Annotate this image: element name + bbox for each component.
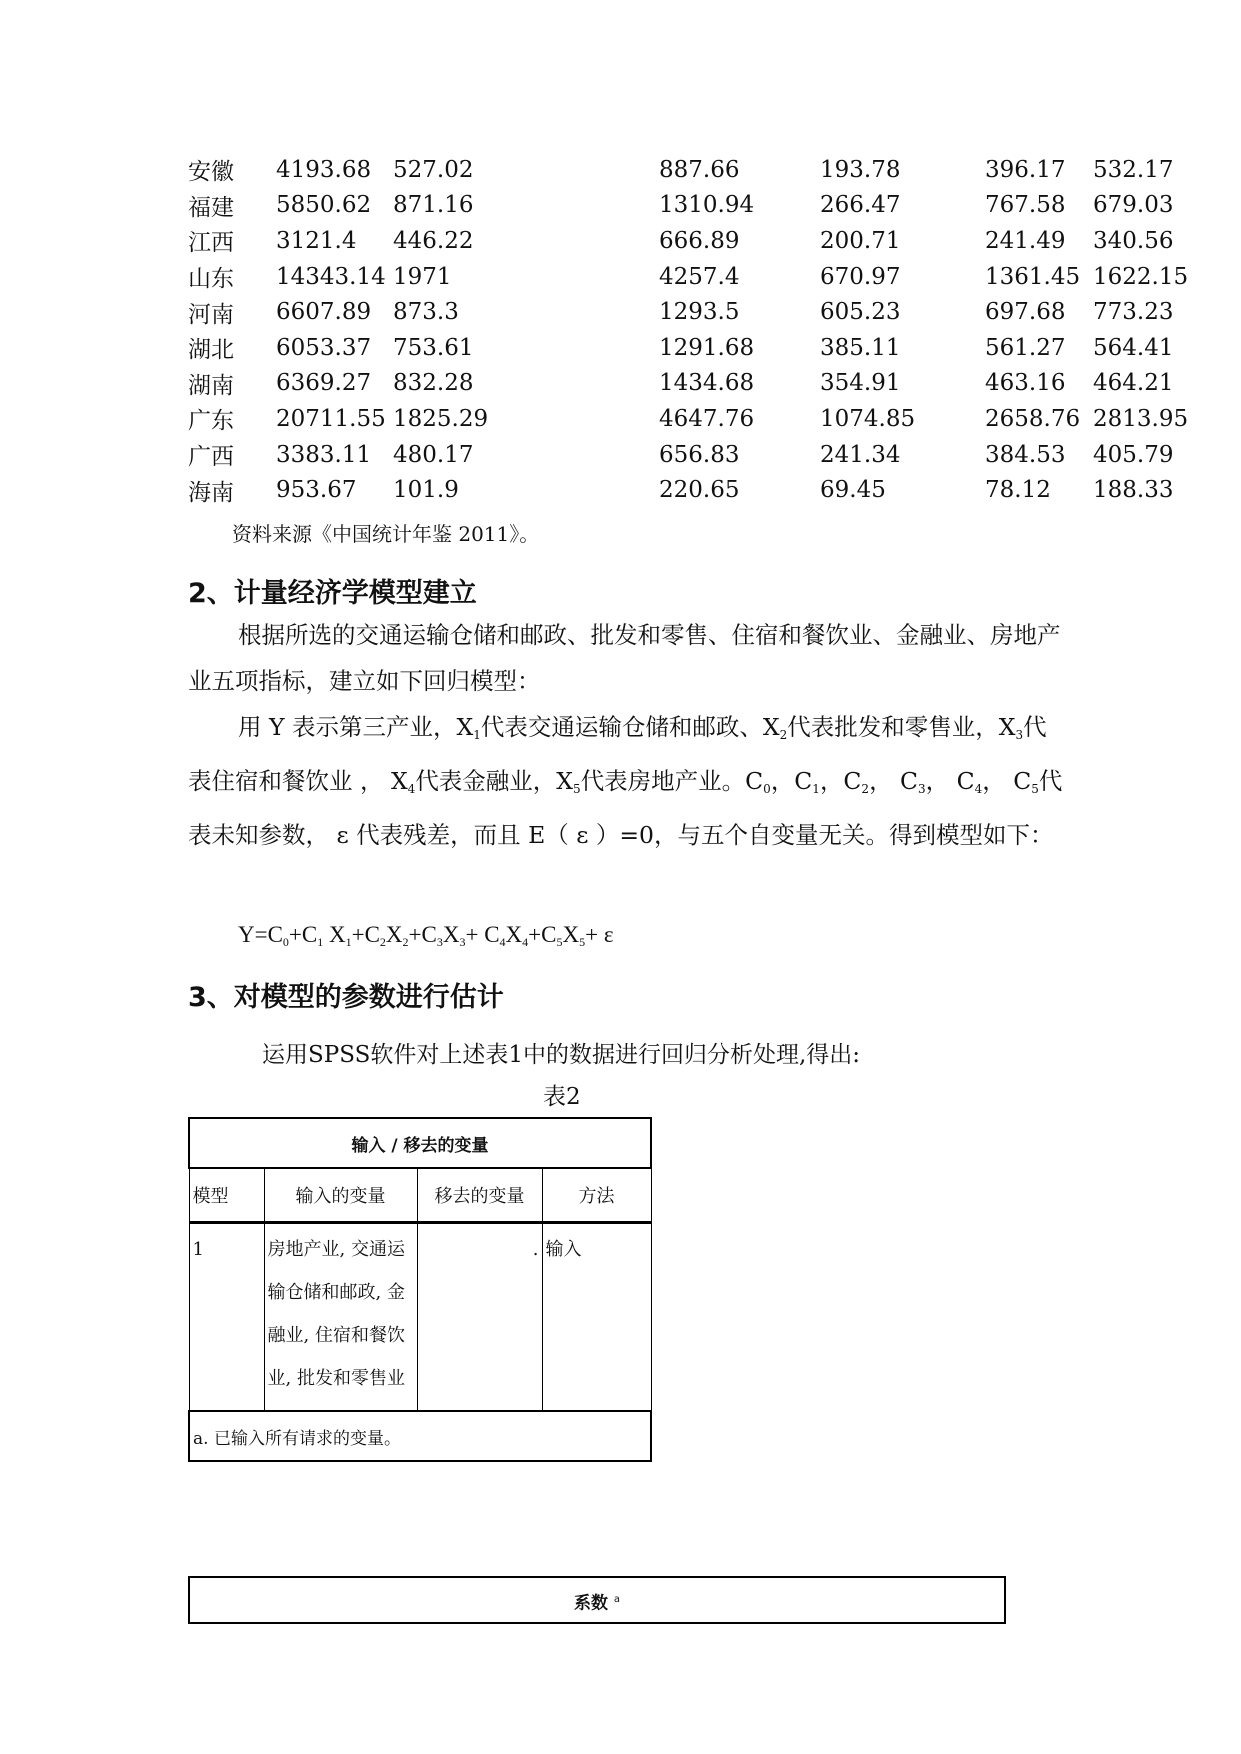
section-2-body bbox=[188, 612, 1068, 858]
cell-entered: 房地产业, 交通运输仓储和邮政, 金融业, 住宿和餐饮业, 批发和零售业 bbox=[264, 1223, 417, 1412]
value-cell: 1825.29 bbox=[393, 405, 489, 432]
value-cell: 101.9 bbox=[393, 477, 459, 504]
regression-formula: $Y=C_0+C_1$ $X_1+C_2X_2+C_3X_3+ C_4X_4+C_5X_5+ \varepsilon$ bbox=[238, 922, 614, 949]
value-cell: 871.16 bbox=[393, 192, 474, 219]
province-cell: 福建 bbox=[188, 194, 234, 221]
header-entered: 输入的变量 bbox=[264, 1168, 417, 1223]
header-removed: 移去的变量 bbox=[417, 1168, 542, 1223]
value-cell: 2658.76 bbox=[985, 405, 1081, 432]
province-data-table bbox=[188, 152, 1193, 508]
value-cell: 193.78 bbox=[820, 156, 901, 183]
province-cell: 江西 bbox=[188, 230, 234, 257]
province-cell: 湖北 bbox=[188, 337, 234, 364]
data-row bbox=[188, 188, 1193, 224]
value-cell: 2813.95 bbox=[1093, 405, 1189, 432]
value-cell: 6053.37 bbox=[276, 334, 372, 361]
value-cell: 385.11 bbox=[820, 334, 901, 361]
value-cell: 14343.14 bbox=[276, 263, 386, 290]
province-cell: 河南 bbox=[188, 301, 234, 328]
value-cell: 464.21 bbox=[1093, 370, 1174, 397]
data-row bbox=[188, 152, 1193, 188]
model-intro-paragraph: 根据所选的交通运输仓储和邮政、批发和零售、住宿和餐饮业、金融业、房地产业五项指标，建立如下回归模型： bbox=[188, 621, 1061, 695]
value-cell: 1622.15 bbox=[1093, 263, 1189, 290]
entered-removed-variables-table bbox=[188, 1117, 652, 1462]
spss-description: 运用SPSS软件对上述表1中的数据进行回归分析处理,得出: bbox=[262, 1042, 861, 1068]
value-cell: 670.97 bbox=[820, 263, 901, 290]
header-model: 模型 bbox=[189, 1168, 264, 1223]
section-3-heading: 3、对模型的参数进行估计 bbox=[188, 982, 504, 1013]
value-cell: 463.16 bbox=[985, 370, 1066, 397]
province-cell: 山东 bbox=[188, 266, 234, 293]
province-cell: 广东 bbox=[188, 408, 234, 435]
spss-table-title: 输入 / 移去的变量 bbox=[189, 1118, 651, 1168]
data-source-note: 资料来源《中国统计年鉴 2011》。 bbox=[232, 522, 540, 546]
data-row bbox=[188, 294, 1193, 330]
province-data-body bbox=[188, 152, 1193, 508]
cell-method: 输入 bbox=[542, 1223, 651, 1412]
value-cell: 1291.68 bbox=[659, 334, 755, 361]
value-cell: 697.68 bbox=[985, 299, 1066, 326]
value-cell: 656.83 bbox=[659, 441, 740, 468]
value-cell: 527.02 bbox=[393, 156, 474, 183]
value-cell: 396.17 bbox=[985, 156, 1066, 183]
value-cell: 1434.68 bbox=[659, 370, 755, 397]
coefficients-table-header: 系数 $^a$ bbox=[188, 1576, 1006, 1624]
value-cell: 1971 bbox=[393, 263, 452, 290]
data-row bbox=[188, 472, 1193, 508]
value-cell: 6369.27 bbox=[276, 370, 372, 397]
value-cell: 4647.76 bbox=[659, 405, 755, 432]
value-cell: 241.34 bbox=[820, 441, 901, 468]
cell-model: 1 bbox=[189, 1223, 264, 1412]
section-2-heading: 2、计量经济学模型建立 bbox=[188, 578, 477, 609]
value-cell: 480.17 bbox=[393, 441, 474, 468]
value-cell: 1310.94 bbox=[659, 192, 755, 219]
value-cell: 605.23 bbox=[820, 299, 901, 326]
value-cell: 266.47 bbox=[820, 192, 901, 219]
value-cell: 20711.55 bbox=[276, 405, 386, 432]
value-cell: 200.71 bbox=[820, 227, 901, 254]
value-cell: 564.41 bbox=[1093, 334, 1174, 361]
value-cell: 405.79 bbox=[1093, 441, 1174, 468]
value-cell: 753.61 bbox=[393, 334, 474, 361]
value-cell: 887.66 bbox=[659, 156, 740, 183]
value-cell: 532.17 bbox=[1093, 156, 1174, 183]
value-cell: 679.03 bbox=[1093, 192, 1174, 219]
value-cell: 561.27 bbox=[985, 334, 1066, 361]
value-cell: 832.28 bbox=[393, 370, 474, 397]
value-cell: 220.65 bbox=[659, 477, 740, 504]
data-row bbox=[188, 330, 1193, 366]
province-cell: 海南 bbox=[188, 479, 234, 506]
data-row bbox=[188, 259, 1193, 295]
value-cell: 188.33 bbox=[1093, 477, 1174, 504]
value-cell: 1074.85 bbox=[820, 405, 916, 432]
value-cell: 666.89 bbox=[659, 227, 740, 254]
value-cell: 6607.89 bbox=[276, 299, 372, 326]
table-2-caption: 表2 bbox=[543, 1084, 581, 1110]
value-cell: 340.56 bbox=[1093, 227, 1174, 254]
value-cell: 354.91 bbox=[820, 370, 901, 397]
value-cell: 767.58 bbox=[985, 192, 1066, 219]
province-cell: 湖南 bbox=[188, 372, 234, 399]
province-cell: 广西 bbox=[188, 444, 234, 471]
value-cell: 4257.4 bbox=[659, 263, 740, 290]
province-cell: 安徽 bbox=[188, 159, 234, 186]
data-row bbox=[188, 401, 1193, 437]
data-row bbox=[188, 366, 1193, 402]
value-cell: 78.12 bbox=[985, 477, 1051, 504]
cell-removed: . bbox=[417, 1223, 542, 1412]
value-cell: 1293.5 bbox=[659, 299, 740, 326]
value-cell: 384.53 bbox=[985, 441, 1066, 468]
spss-table-footnote: a. 已输入所有请求的变量。 bbox=[189, 1411, 651, 1461]
header-method: 方法 bbox=[542, 1168, 651, 1223]
value-cell: 1361.45 bbox=[985, 263, 1081, 290]
value-cell: 873.3 bbox=[393, 299, 459, 326]
value-cell: 446.22 bbox=[393, 227, 474, 254]
value-cell: 773.23 bbox=[1093, 299, 1174, 326]
value-cell: 69.45 bbox=[820, 477, 886, 504]
value-cell: 4193.68 bbox=[276, 156, 372, 183]
value-cell: 3121.4 bbox=[276, 227, 357, 254]
variable-definition-paragraph: 用 Y 表示第三产业，$X_1$代表交通运输仓储和邮政、$X_2$代表批发和零售业，$X_3$代表住宿和餐饮业 ， $X_4$代表金融业，$X_5$代表房地产业。$C_0$，$C_1$，$C_2$， $C_3$， $C_4$， $C_5$代表未知参数， ε 代表残差，而且 E（ ε ）=0，与五个自变量无关。得到模型如下： bbox=[188, 713, 1063, 849]
value-cell: 5850.62 bbox=[276, 192, 372, 219]
data-row bbox=[188, 223, 1193, 259]
value-cell: 953.67 bbox=[276, 477, 357, 504]
value-cell: 241.49 bbox=[985, 227, 1066, 254]
value-cell: 3383.11 bbox=[276, 441, 372, 468]
data-row bbox=[188, 437, 1193, 473]
